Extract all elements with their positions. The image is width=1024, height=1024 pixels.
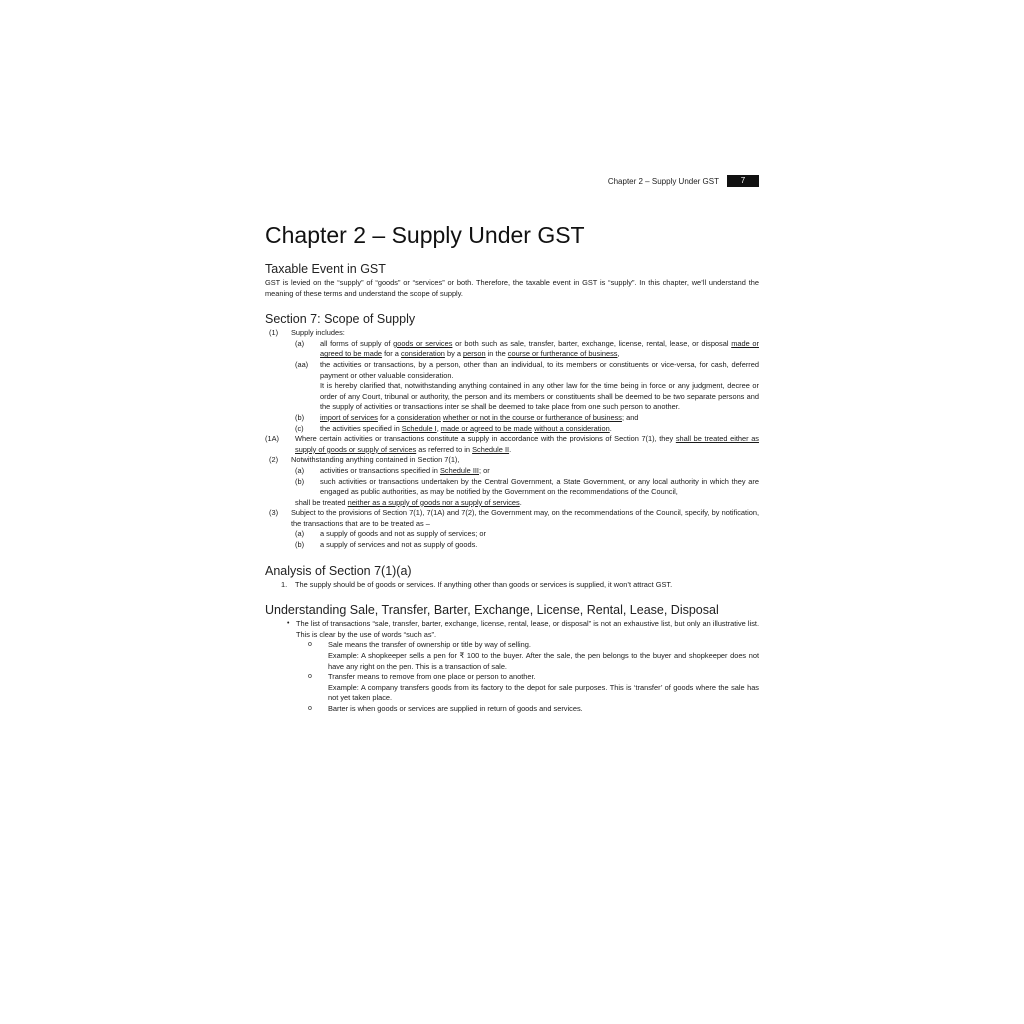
bullet-text: The list of transactions “sale, transfer, barter, exchange, license, rental, lease, or disposal” is not an exhaustive list, but only an illustrative list. This is clear by the use of words “such as”. — [296, 619, 759, 639]
sub-bullet-icon: o — [308, 641, 312, 649]
clause-number: (2) — [269, 455, 279, 465]
underlined-term: made or agreed to be made — [320, 338, 759, 359]
clause-number: (a) — [295, 338, 305, 348]
clause-text: Subject to the provisions of Section 7(1), 7(1A) and 7(2), the Government may, on the recommendations of the Council, specify, by notification, the transactions that are to be treated as – — [291, 508, 759, 528]
underlined-term: Schedule III — [439, 465, 479, 475]
underlined-term: Schedule I — [401, 423, 437, 433]
clause-3b — [265, 540, 759, 551]
clause-1 — [265, 328, 759, 339]
clause-text: a supply of goods and not as supply of services; or — [320, 529, 486, 539]
clause-number: (b) — [295, 476, 305, 486]
clause-text: Where certain activities or transactions constitute a supply in accordance with the provisions of Section 7(1), they shall be treated either as supply of goods or supply of services as referred to in Schedule II. — [295, 434, 759, 454]
transfer-example: Example: A company transfers goods from its factory to the depot for sale purposes. This is ‘transfer’ of goods where the sale has not yet taken place. — [328, 682, 759, 703]
sub-bullet-text: Barter is when goods or services are supplied in return of goods and services. — [328, 704, 583, 713]
clause-2b — [265, 477, 759, 498]
underlined-term: person — [463, 349, 486, 359]
clause-text: activities or transactions specified in Schedule III; or — [320, 465, 490, 475]
clause-3a — [265, 529, 759, 540]
underlined-term: neither as a supply of goods nor a supply of services — [347, 497, 520, 507]
clause-1a — [265, 339, 759, 360]
clause-number: (b) — [295, 540, 305, 550]
clause-1c — [265, 424, 759, 435]
clause-text: a supply of services and not as supply of goods. — [320, 540, 478, 550]
clause-number: (1) — [269, 328, 279, 338]
clause-number: (a) — [295, 529, 305, 539]
list-number: 1. — [281, 579, 288, 589]
clause-number: (aa) — [295, 359, 309, 369]
underlined-term: course or furtherance of business — [507, 349, 618, 359]
chapter-title: Chapter 2 – Supply Under GST — [265, 222, 585, 248]
heading-analysis: Analysis of Section 7(1)(a) — [265, 563, 412, 578]
clause-text: the activities specified in Schedule I, made or agreed to be made without a consideration. — [320, 423, 612, 433]
clause-1aa — [265, 360, 759, 381]
underlined-term: made or agreed to be made — [440, 423, 533, 433]
sub-bullet-transfer — [265, 672, 759, 683]
underlined-term: consideration — [396, 412, 441, 422]
running-header — [265, 175, 759, 187]
clause-number: (b) — [295, 412, 305, 422]
heading-taxable-event: Taxable Event in GST — [265, 262, 386, 276]
clause-number: (a) — [295, 465, 305, 475]
document-body — [265, 262, 759, 715]
sale-example: Example: A shopkeeper sells a pen for ₹ 100 to the buyer. After the sale, the pen belongs to the buyer and shopkeeper does not have any right on the pen. This is a transaction of sale. — [328, 651, 759, 671]
clause-text: import of services for a consideration whether or not in the course or furtherance of business; and — [320, 412, 639, 422]
sub-bullet-icon: o — [308, 673, 312, 681]
underlined-term: consideration — [400, 349, 445, 359]
underlined-term: whether or not in the course or furtherance of business — [442, 412, 622, 422]
underlined-term: import of services — [320, 412, 378, 422]
clause-3 — [265, 508, 759, 529]
clause-2a — [265, 466, 759, 477]
bullet-icon: • — [287, 620, 290, 628]
sub-bullet-icon: o — [308, 705, 312, 712]
taxable-event-paragraph: GST is levied on the “supply” of “goods” or “services” or both. Therefore, the taxable event in GST is “supply”. In this chapter, we’ll understand the meaning of these terms and understand the scope of supply. — [265, 278, 759, 298]
underlined-term: Schedule II — [472, 444, 510, 454]
list-item-text: The supply should be of goods or services. If anything other than goods or services is supplied, it won’t attract GST. — [295, 579, 673, 589]
clause-text: Supply includes: — [291, 328, 345, 338]
clause-text: the activities or transactions, by a person, other than an individual, to its members or constituents or vice-versa, for cash, deferred payment or other valuable consideration. — [320, 359, 759, 380]
clause-text: such activities or transactions undertaken by the Central Government, a State Government, or any local authority in which they are engaged as public authorities, as may be notified by the Government on the recommendations of the Council, — [320, 476, 759, 497]
clause-number: (3) — [269, 508, 279, 518]
heading-understanding: Understanding Sale, Transfer, Barter, Exchange, License, Rental, Lease, Disposal — [265, 603, 719, 618]
underlined-term: without a consideration — [534, 423, 610, 433]
sub-bullet-text: Sale means the transfer of ownership or title by way of selling. — [328, 640, 531, 650]
clause-1b — [265, 413, 759, 424]
sub-bullet-barter — [265, 704, 759, 715]
heading-section-7: Section 7: Scope of Supply — [265, 312, 416, 327]
page-number: 7 — [727, 175, 759, 187]
clause-1A — [265, 434, 759, 455]
clause-2 — [265, 455, 759, 466]
clause-2-tail: shall be treated neither as a supply of goods nor a supply of services. — [295, 497, 522, 507]
sub-bullet-sale — [265, 640, 759, 651]
running-title: Chapter 2 – Supply Under GST — [607, 176, 719, 186]
clause-number: (1A) — [265, 434, 279, 444]
underlined-term: goods or services — [393, 338, 453, 348]
underlined-term: shall be treated either as supply of goods or supply of services — [295, 434, 759, 454]
clause-1aa-explanation: It is hereby clarified that, notwithstanding anything contained in any other law for the time being in force or any judgment, decree or order of any Court, tribunal or authority, the person and its members or constituents shall be deemed to be two separate persons and the supply of activities or transactions inter se shall be deemed to take place from one such person to another. — [320, 381, 759, 412]
bullet-item — [265, 619, 759, 640]
sub-bullet-text: Transfer means to remove from one place or person to another. — [328, 672, 536, 682]
clause-number: (c) — [295, 423, 304, 433]
list-item — [265, 580, 759, 591]
clause-text: Notwithstanding anything contained in Section 7(1), — [291, 455, 460, 465]
clause-text: all forms of supply of goods or services or both such as sale, transfer, barter, exchange, license, rental, lease, or disposal made or agreed to be made for a consideration by a person in the course or furtherance of business, — [320, 338, 759, 359]
